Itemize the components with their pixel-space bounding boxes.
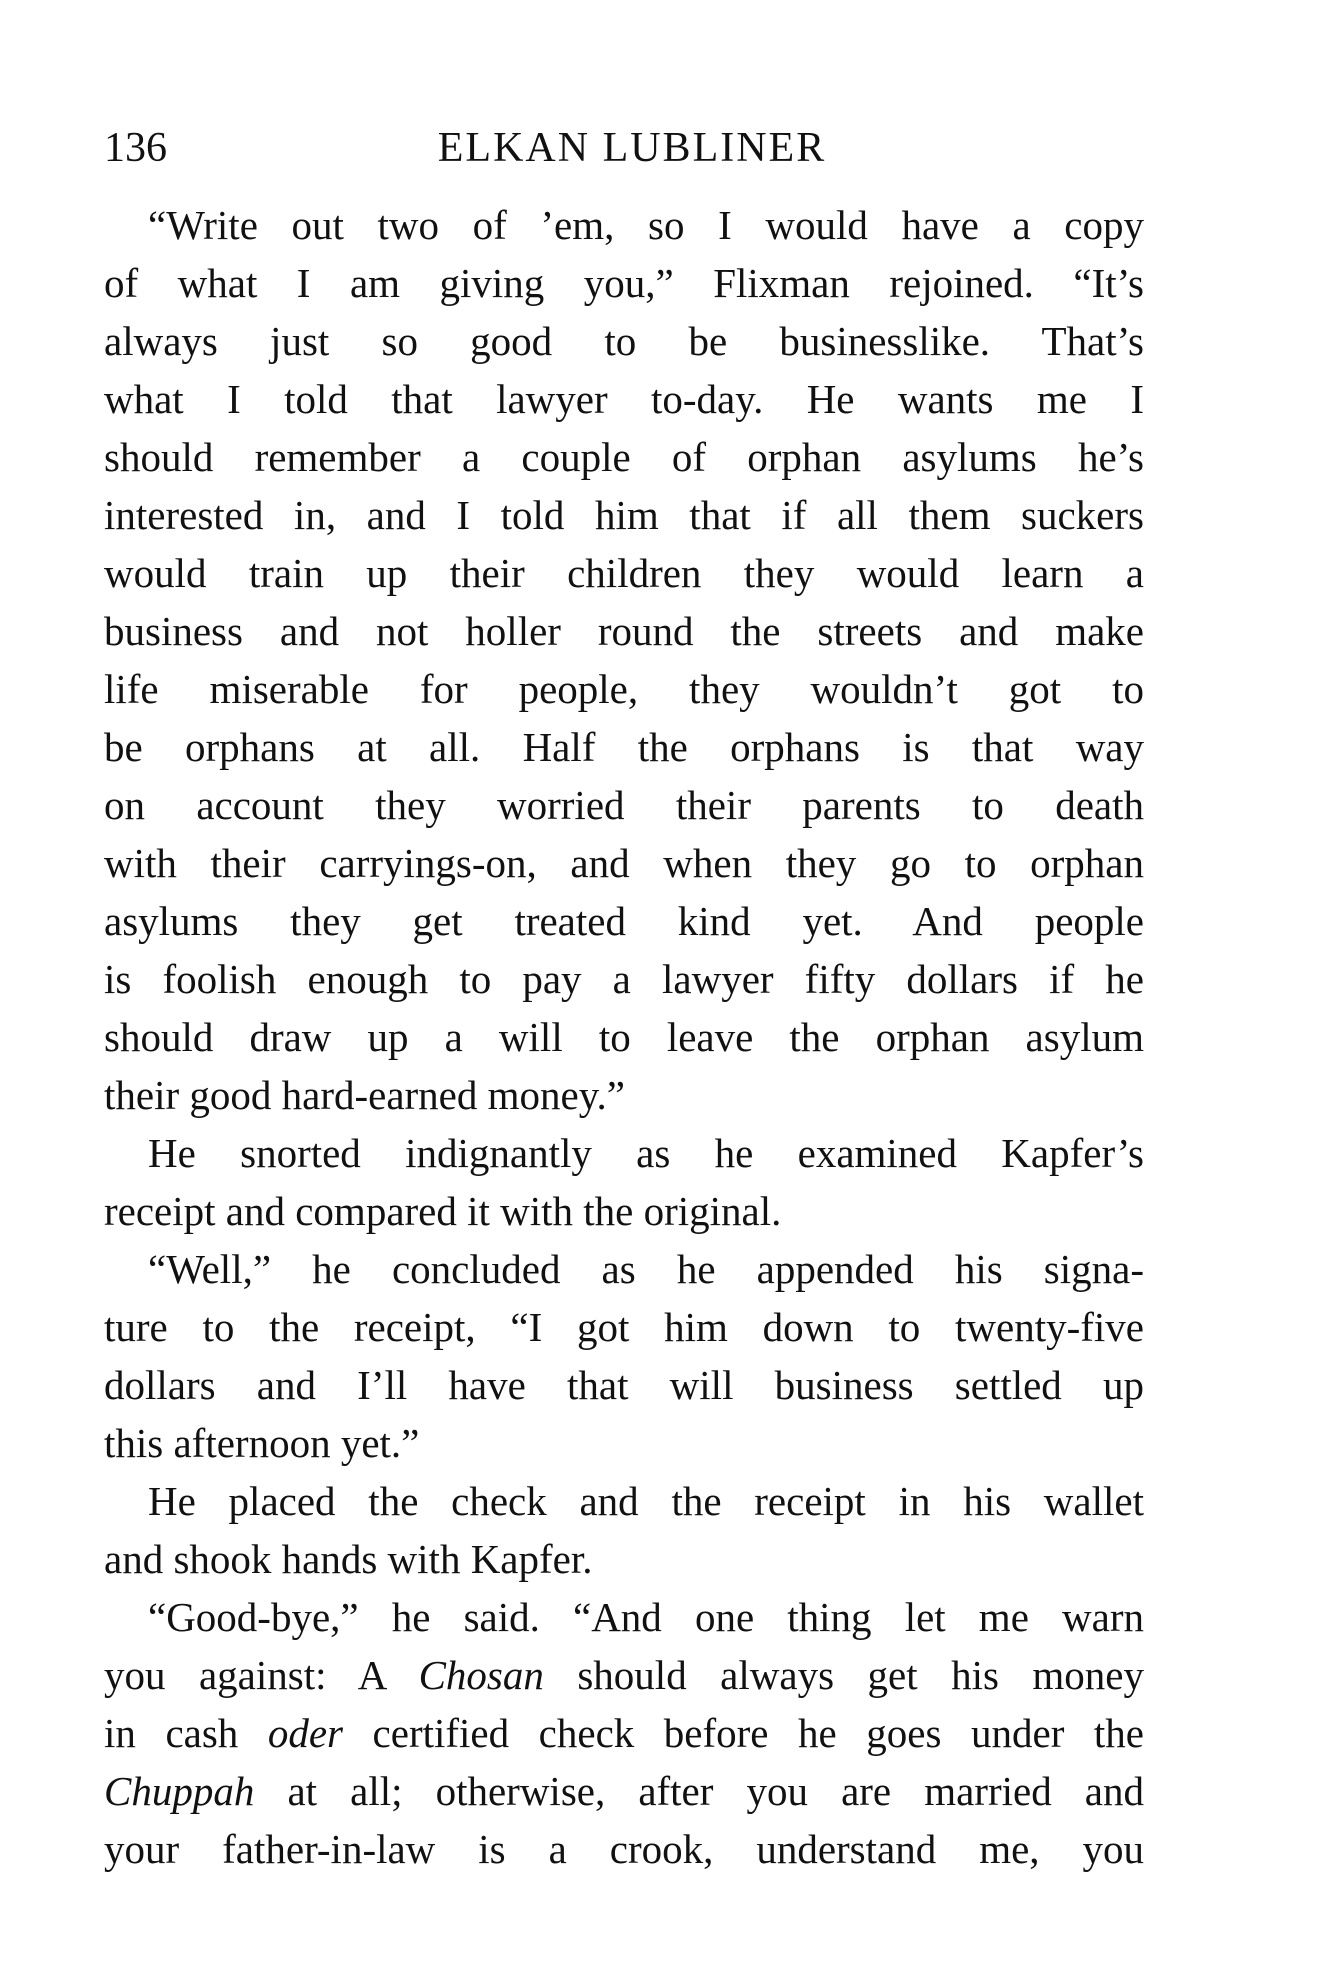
text-line bbox=[104, 370, 1144, 428]
text-line bbox=[104, 1298, 1144, 1356]
text-segment: always just so good to be businesslike. That’s bbox=[104, 318, 1144, 364]
text-line bbox=[104, 1646, 1144, 1704]
text-segment: on account they worried their parents to death bbox=[104, 782, 1144, 828]
text-segment: in cash bbox=[104, 1710, 268, 1756]
text-segment: should always get his money bbox=[543, 1652, 1144, 1698]
text-line bbox=[104, 718, 1144, 776]
text-line bbox=[104, 1240, 1144, 1298]
text-segment: of what I am giving you,” Flixman rejoined. “It’s bbox=[104, 260, 1144, 306]
text-segment: at all; otherwise, after you are married and bbox=[254, 1768, 1144, 1814]
text-line bbox=[104, 1820, 1144, 1878]
text-segment: “Write out two of ’em, so I would have a copy bbox=[148, 202, 1144, 248]
text-line bbox=[104, 950, 1144, 1008]
text-segment: dollars and I’ll have that will business settled up bbox=[104, 1362, 1144, 1408]
text-line bbox=[104, 660, 1144, 718]
text-segment: is foolish enough to pay a lawyer fifty dollars if he bbox=[104, 956, 1144, 1002]
text-segment: your father-in-law is a crook, understand me, you bbox=[104, 1826, 1144, 1872]
text-segment: should remember a couple of orphan asylums he’s bbox=[104, 434, 1144, 480]
text-line bbox=[104, 776, 1144, 834]
text-segment: be orphans at all. Half the orphans is that way bbox=[104, 724, 1144, 770]
text-line bbox=[104, 196, 1144, 254]
text-line bbox=[104, 1414, 1144, 1472]
text-line bbox=[104, 1008, 1144, 1066]
text-line bbox=[104, 254, 1144, 312]
text-segment: and shook hands with Kapfer. bbox=[104, 1536, 593, 1582]
italic-text: Chuppah bbox=[104, 1768, 255, 1814]
text-line bbox=[104, 428, 1144, 486]
text-line bbox=[104, 1704, 1144, 1762]
text-line bbox=[104, 1182, 1144, 1240]
text-line bbox=[104, 1762, 1144, 1820]
text-segment: with their carryings-on, and when they go to orphan bbox=[104, 840, 1144, 886]
text-line bbox=[104, 1588, 1144, 1646]
text-line bbox=[104, 834, 1144, 892]
text-line bbox=[104, 486, 1144, 544]
text-segment: would train up their children they would learn a bbox=[104, 550, 1144, 596]
running-head bbox=[104, 118, 1144, 178]
page-number: 136 bbox=[104, 125, 167, 171]
text-line bbox=[104, 1066, 1144, 1124]
text-segment: certified check before he goes under the bbox=[343, 1710, 1144, 1756]
running-title: ELKAN LUBLINER bbox=[437, 125, 827, 171]
text-segment: interested in, and I told him that if all them suckers bbox=[104, 492, 1144, 538]
text-segment: their good hard-earned money.” bbox=[104, 1072, 626, 1118]
text-line bbox=[104, 1472, 1144, 1530]
text-line bbox=[104, 1124, 1144, 1182]
text-segment: what I told that lawyer to-day. He wants me I bbox=[104, 376, 1144, 422]
text-line bbox=[104, 602, 1144, 660]
body-text bbox=[104, 196, 1144, 1878]
text-segment: you against: A bbox=[104, 1652, 419, 1698]
text-segment: He snorted indignantly as he examined Kapfer’s bbox=[148, 1130, 1144, 1176]
text-segment: “Well,” he concluded as he appended his signa- bbox=[148, 1246, 1144, 1292]
text-line bbox=[104, 1530, 1144, 1588]
text-segment: receipt and compared it with the original. bbox=[104, 1188, 782, 1234]
text-line bbox=[104, 312, 1144, 370]
italic-text: Chosan bbox=[418, 1652, 544, 1698]
text-segment: life miserable for people, they wouldn’t got to bbox=[104, 666, 1144, 712]
text-line bbox=[104, 892, 1144, 950]
text-segment: asylums they get treated kind yet. And people bbox=[104, 898, 1144, 944]
text-segment: ture to the receipt, “I got him down to twenty-five bbox=[104, 1304, 1144, 1350]
text-segment: business and not holler round the streets and make bbox=[104, 608, 1144, 654]
italic-text: oder bbox=[267, 1710, 343, 1756]
text-segment: should draw up a will to leave the orphan asylum bbox=[104, 1014, 1144, 1060]
text-segment: He placed the check and the receipt in his wallet bbox=[148, 1478, 1144, 1524]
text-line bbox=[104, 1356, 1144, 1414]
text-line bbox=[104, 544, 1144, 602]
text-segment: “Good-bye,” he said. “And one thing let me warn bbox=[148, 1594, 1144, 1640]
text-segment: this afternoon yet.” bbox=[104, 1420, 420, 1466]
